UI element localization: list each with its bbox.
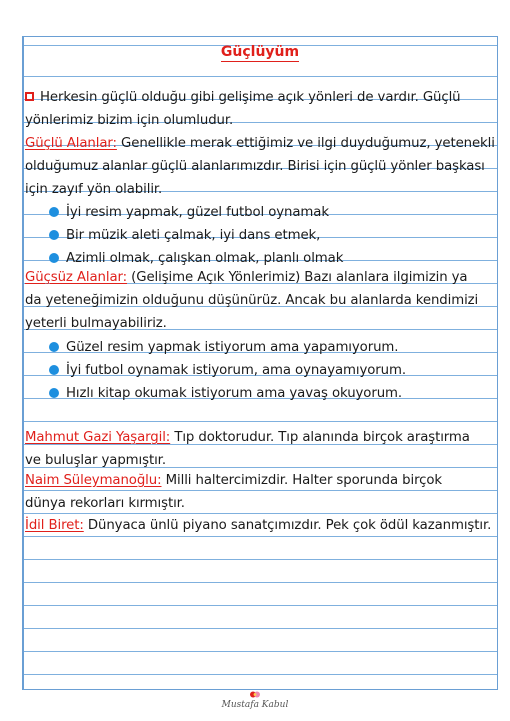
margin-line (23, 37, 24, 689)
intro-line-1: Herkesin güçlü olduğu gibi gelişime açık yönleri de vardır. Güçlü (25, 90, 461, 106)
strong-line-1: Güçlü Alanlar: Genellikle merak ettiğimiz ve ilgi duyduğumuz, yetenekli (25, 136, 495, 151)
intro-line-2: yönlerimiz bizim için olumludur. (25, 113, 234, 128)
person-entry-line-2: dünya rekorları kırmıştır. (25, 496, 185, 511)
strong-bullet: İyi resim yapmak, güzel futbol oynamak (49, 205, 329, 221)
bullet-dot-icon (49, 207, 59, 217)
bullet-dot-icon (49, 388, 59, 398)
person-entry-line-1: Naim Süleymanoğlu: Milli haltercimizdir. Halter sporunda birçok (25, 473, 443, 488)
strong-bullet: Azimli olmak, çalışkan olmak, planlı olmak (49, 251, 343, 267)
bullet-dot-icon (49, 253, 59, 263)
weak-line-2: da yeteneğimizin olduğunu düşünürüz. Ancak bu alanlarda kendimizi (25, 293, 479, 308)
checkbox-square-icon (25, 92, 34, 101)
weak-bullet: İyi futbol oynamak istiyorum, ama oynayamıyorum. (49, 363, 406, 379)
weak-heading: Güçsüz Alanlar: (25, 270, 128, 285)
person-entry-line-1: Mahmut Gazi Yaşargil: Tıp doktorudur. Tıp alanında birçok araştırma (25, 430, 470, 445)
bullet-dot-icon (49, 342, 59, 352)
author-logo (0, 690, 510, 710)
person-name: İdil Biret: (25, 518, 84, 533)
strong-line-3: için zayıf yön olabilir. (25, 182, 163, 197)
page-title: Güçlüyüm (220, 44, 300, 60)
strong-heading: Güçlü Alanlar: (25, 136, 117, 151)
weak-bullet: Güzel resim yapmak istiyorum ama yapamıyorum. (49, 340, 398, 356)
weak-line-1: Güçsüz Alanlar: (Gelişime Açık Yönlerimiz) Bazı alanlara ilgimizin ya (25, 270, 468, 285)
flower-icon (248, 690, 262, 699)
strong-bullet: Bir müzik aleti çalmak, iyi dans etmek, (49, 228, 320, 244)
signature: Mustafa Kabul (221, 700, 289, 710)
person-entry-line-1: İdil Biret: Dünyaca ünlü piyano sanatçımızdır. Pek çok ödül kazanmıştır. (25, 518, 492, 533)
lined-page (22, 36, 498, 690)
person-entry-line-2: ve buluşlar yapmıştır. (25, 453, 166, 468)
weak-line-3: yeterli bulmayabiliriz. (25, 316, 167, 331)
person-name: Naim Süleymanoğlu: (25, 473, 162, 488)
weak-bullet: Hızlı kitap okumak istiyorum ama yavaş okuyorum. (49, 386, 402, 402)
person-name: Mahmut Gazi Yaşargil: (25, 430, 171, 445)
strong-line-2: olduğumuz alanlar güçlü alanlarımızdır. Birisi için güçlü yönler başkası (25, 159, 485, 174)
bullet-dot-icon (49, 365, 59, 375)
bullet-dot-icon (49, 230, 59, 240)
